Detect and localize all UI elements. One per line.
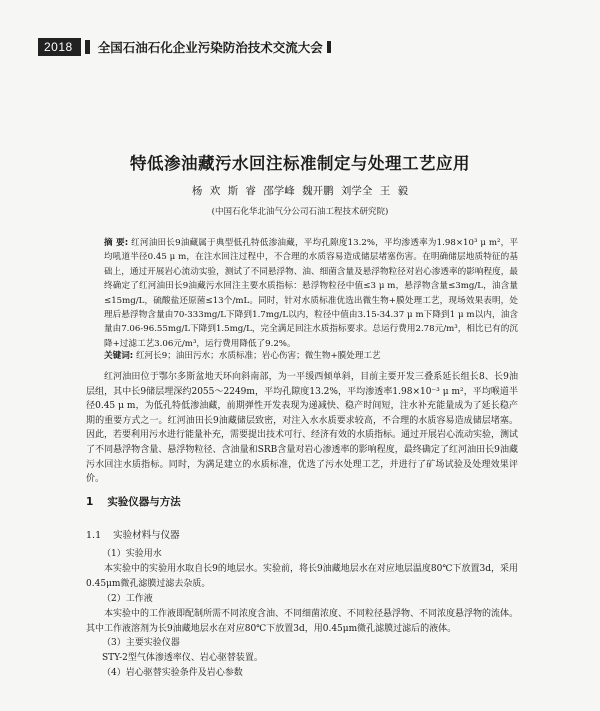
- subsection-title: 实验材料与仪器: [113, 530, 180, 541]
- section-number: 1: [86, 496, 94, 508]
- paragraph-fluid: 本实验中的工作液即配制所需不同浓度含油、不同细菌浓度、不同粒径悬浮物、不同浓度悬浮物的流体。其中工作液溶剂为长9油藏地层水在对应80℃下放置3d，用0.45μm微孔滤膜过滤后的液体。: [86, 609, 519, 634]
- list-item-fluid: （2）工作液: [102, 594, 153, 604]
- paper-affiliation: (中国石化华北油气分公司石油工程技术研究院): [211, 207, 389, 217]
- paper-title: 特低渗油藏污水回注标准制定与处理工艺应用: [130, 154, 470, 173]
- list-item-instruments: （3）主要实验仪器: [102, 638, 180, 648]
- intro-paragraph: 红河油田位于鄂尔多斯盆地天环向斜南部，为一平缓西倾单斜，目前主要开发三叠系延长组长8、长9油层组，其中长9储层埋深约2055～2249m，平均孔隙度13.2%，平均渗透率1.98×10⁻³ μ m²，平均喉道半径0.45 μ m，为低孔特低渗油藏，前期弹性开发表现为递减快、稳产时间短，注水补充能量成为了延长稳产期的重要方式之一。红河油田长9油藏储层致密，对注入水水质要求较高，不合理的水质容易造成储层堵塞。因此，若要利用污水进行能量补充，需要提出技术可行、经济有效的水质指标。通过开展岩心流动实验，测试了不同悬浮物含量、悬浮物粒径、含油量和SRB含量对岩心渗透率的影响程度，最终确定了红河油田长9油藏污水回注水质指标。同时，为满足建立的水质标准，优选了污水处理工艺，并进行了矿场试验及处理效果评价。: [86, 372, 519, 485]
- keywords: [104, 349, 518, 363]
- abstract: [104, 236, 518, 351]
- paragraph-instruments: STY-2型气体渗透率仪、岩心驱替装置。: [102, 653, 263, 663]
- header-end-mark-icon: [327, 41, 331, 53]
- subsection-heading-1-1: [86, 527, 180, 541]
- keywords-label: 关键词:: [104, 351, 134, 361]
- paragraph-water: 本实验中的实验用水取自长9的地层水。实验前，将长9油藏地层水在对应地层温度80℃下放置3d，采用0.45μm微孔滤膜过滤去杂质。: [86, 564, 518, 589]
- header-bar-icon: [85, 40, 90, 54]
- conference-title: 全国石油石化企业污染防治技术交流大会: [97, 40, 323, 55]
- year-badge: 2018: [38, 38, 81, 56]
- subsection-number: 1.1: [86, 530, 102, 541]
- list-item-core-conditions: （4）岩心驱替实验条件及岩心参数: [102, 668, 243, 678]
- abstract-text: 红河油田长9油藏属于典型低孔特低渗油藏，平均孔隙度13.2%，平均渗透率为1.98×10³ μ m²，平均吼道半径0.45 μ m，在注水回注过程中，不合理的水质容易造成储层堵塞伤害。在明确储层地质特征的基础上，通过开展岩心流动实验，测试了不同悬浮物、油、细菌含量及悬浮物粒径对岩心渗透率的影响程度，最终确定了红河油田长9油藏污水回注主要水质指标：悬浮物粒径中值≤3 μ m，悬浮物含量≤3mg/L，油含量≤15mg/L，硫酸盐还原菌≤13个/mL。同时，针对水质标准优选出微生物+膜处理工艺，现场效果表明，处理后悬浮物含量由70-333mg/L下降到1.7mg/L以内，粒径中值由3.15-34.37 μ m下降到1 μ m以内，油含量由7.06-96.55mg/L下降到1.5mg/L，完全满足回注水质指标要求。总运行费用2.78元/m³，相比已有的沉降+过滤工艺3.06元/m³，运行费用降低了9.2%。: [104, 238, 518, 349]
- section-title: 实验仪器与方法: [107, 496, 181, 508]
- section-heading-1: [86, 494, 181, 509]
- abstract-label: 摘 要:: [104, 238, 129, 248]
- keywords-text: 红河长9；油田污水；水质标准；岩心伤害；微生物+膜处理工艺: [135, 351, 381, 361]
- list-item-water: （1）实验用水: [102, 549, 162, 559]
- paper-authors: 杨 欢 斯 睿 邵学峰 魏开鹏 刘学全 王 毅: [191, 185, 409, 197]
- running-header: [38, 36, 331, 58]
